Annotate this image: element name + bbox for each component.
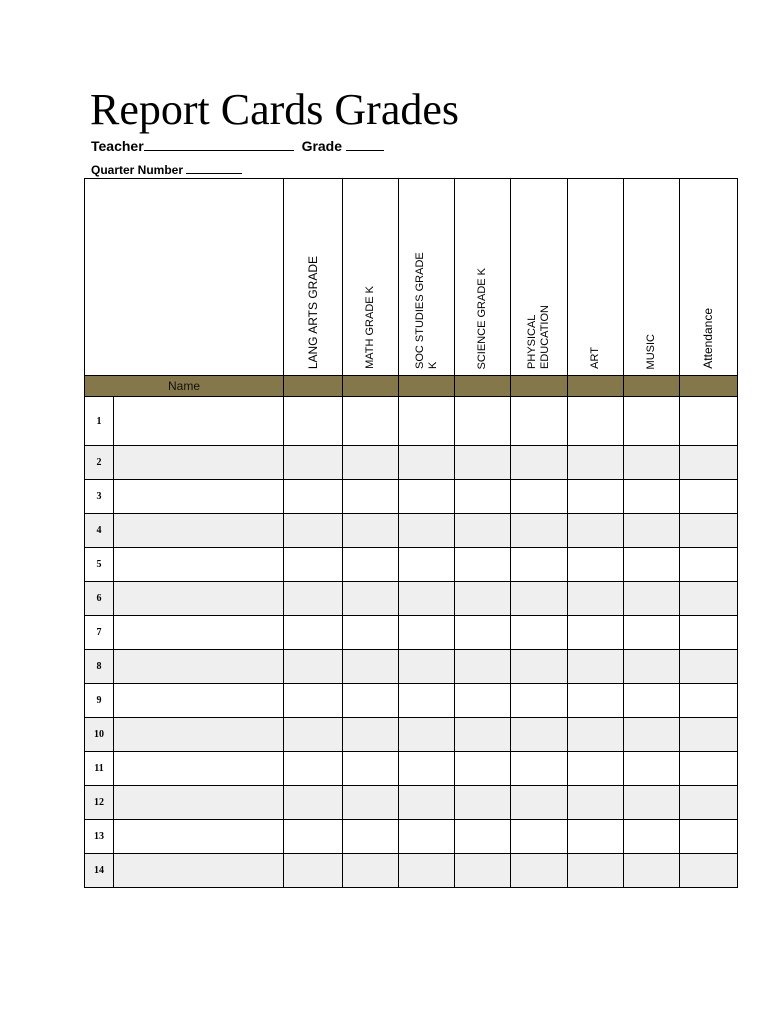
grade-cell[interactable] [455,786,511,820]
student-name-cell[interactable] [114,820,284,854]
grade-cell[interactable] [568,684,624,718]
student-name-cell[interactable] [114,786,284,820]
grade-cell[interactable] [399,397,455,446]
col-header-cell [511,179,568,376]
grade-cell[interactable] [399,616,455,650]
grade-cell[interactable] [680,582,738,616]
column-header-row [85,179,738,376]
grades-table [84,178,738,888]
grade-cell[interactable] [568,514,624,548]
quarter-label: Quarter Number [91,163,184,177]
grade-cell[interactable] [284,684,343,718]
student-name-cell[interactable] [114,446,284,480]
grade-cell[interactable] [568,616,624,650]
student-name-cell[interactable] [114,684,284,718]
name-header: Name [167,379,200,393]
grade-cell[interactable] [399,514,455,548]
grade-cell[interactable] [568,786,624,820]
row-number: 4 [85,514,114,548]
row-number: 7 [85,616,114,650]
grade-cell[interactable] [455,582,511,616]
grade-cell[interactable] [624,786,680,820]
col-music: MUSIC [645,333,657,369]
grade-cell[interactable] [455,752,511,786]
col-header-cell [455,179,511,376]
grade-cell[interactable] [399,854,455,888]
student-name-cell[interactable] [114,752,284,786]
name-header-cell [85,376,284,397]
header-blank-cell [85,179,284,376]
grade-cell[interactable] [624,514,680,548]
grade-cell[interactable] [511,684,568,718]
col-physical-education: PHYSICAL EDUCATION [526,305,551,369]
grade-cell[interactable] [680,718,738,752]
grade-cell[interactable] [680,854,738,888]
grade-cell[interactable] [624,820,680,854]
grade-cell[interactable] [455,854,511,888]
grade-cell[interactable] [455,480,511,514]
grade-cell[interactable] [680,684,738,718]
grade-cell[interactable] [624,718,680,752]
grade-label: Grade [301,138,343,154]
table-row [85,684,738,718]
grade-cell[interactable] [568,582,624,616]
grade-cell[interactable] [343,616,399,650]
col-lang-arts: LANG ARTS GRADE [305,255,320,369]
grade-cell[interactable] [343,548,399,582]
grade-cell[interactable] [284,548,343,582]
grade-cell[interactable] [399,752,455,786]
grade-cell[interactable] [568,820,624,854]
table-row [85,820,738,854]
row-number: 12 [85,786,114,820]
grade-cell[interactable] [284,480,343,514]
grade-cell[interactable] [680,650,738,684]
row-number: 6 [85,582,114,616]
grade-cell[interactable] [399,446,455,480]
col-attendance: Attendance [701,308,715,369]
table-row [85,786,738,820]
grade-cell[interactable] [455,616,511,650]
grade-cell[interactable] [284,718,343,752]
grade-cell[interactable] [511,480,568,514]
grade-cell[interactable] [455,820,511,854]
row-number: 11 [85,752,114,786]
grade-cell[interactable] [343,446,399,480]
row-number: 2 [85,446,114,480]
grade-cell[interactable] [511,446,568,480]
grade-cell[interactable] [511,548,568,582]
grade-cell[interactable] [568,397,624,446]
table-row [85,718,738,752]
grade-cell[interactable] [455,650,511,684]
grade-cell[interactable] [343,397,399,446]
row-number: 5 [85,548,114,582]
grade-cell[interactable] [343,684,399,718]
grade-cell[interactable] [680,616,738,650]
student-name-cell[interactable] [114,514,284,548]
grade-cell[interactable] [568,752,624,786]
grade-cell[interactable] [680,820,738,854]
col-science: SCIENCE GRADE K [476,267,488,369]
grade-cell[interactable] [511,514,568,548]
grade-cell[interactable] [624,854,680,888]
table-row [85,854,738,888]
row-number: 10 [85,718,114,752]
table-row [85,752,738,786]
grade-cell[interactable] [399,480,455,514]
grade-cell[interactable] [284,616,343,650]
grade-cell[interactable] [680,752,738,786]
grade-cell[interactable] [624,650,680,684]
col-art: ART [589,347,601,369]
grade-cell[interactable] [680,548,738,582]
col-soc-studies: SOC STUDIES GRADE K [413,252,439,369]
grade-cell[interactable] [455,397,511,446]
name-header-row [85,376,738,397]
grade-cell[interactable] [511,718,568,752]
row-number: 13 [85,820,114,854]
quarter-blank[interactable] [186,161,242,174]
student-name-cell[interactable] [114,480,284,514]
grade-cell[interactable] [680,446,738,480]
grade-cell[interactable] [399,684,455,718]
grade-cell[interactable] [284,514,343,548]
col-header-cell [624,179,680,376]
col-header-cell [284,179,343,376]
grade-cell[interactable] [568,548,624,582]
grade-cell[interactable] [399,582,455,616]
student-name-cell[interactable] [114,582,284,616]
student-name-cell[interactable] [114,397,284,446]
grade-cell[interactable] [343,480,399,514]
table-row [85,650,738,684]
grade-cell[interactable] [624,397,680,446]
grade-cell[interactable] [624,752,680,786]
grade-cell[interactable] [399,548,455,582]
grade-cell[interactable] [568,718,624,752]
grade-cell[interactable] [568,854,624,888]
col-header-cell [680,179,738,376]
row-number: 3 [85,480,114,514]
col-math: MATH GRADE K [364,286,376,369]
grade-cell[interactable] [343,786,399,820]
grade-cell[interactable] [284,582,343,616]
row-number: 8 [85,650,114,684]
teacher-label: Teacher [91,138,144,154]
student-name-cell[interactable] [114,650,284,684]
teacher-grade-line [91,138,384,154]
grade-cell[interactable] [455,514,511,548]
grade-cell[interactable] [343,514,399,548]
row-number: 9 [85,684,114,718]
table-row [85,480,738,514]
grade-cell[interactable] [399,820,455,854]
grade-cell[interactable] [284,752,343,786]
grade-cell[interactable] [399,718,455,752]
grade-cell[interactable] [399,650,455,684]
quarter-line [91,161,242,177]
grade-cell[interactable] [624,616,680,650]
row-number: 14 [85,854,114,888]
grade-blank[interactable] [346,138,384,151]
grade-cell[interactable] [284,650,343,684]
student-name-cell[interactable] [114,548,284,582]
grade-cell[interactable] [680,786,738,820]
grade-cell[interactable] [455,718,511,752]
grade-cell[interactable] [511,650,568,684]
grade-cell[interactable] [624,446,680,480]
grade-cell[interactable] [343,820,399,854]
grade-cell[interactable] [455,446,511,480]
grade-cell[interactable] [343,582,399,616]
grade-cell[interactable] [284,786,343,820]
grade-cell[interactable] [568,480,624,514]
table-row [85,548,738,582]
grade-cell[interactable] [284,820,343,854]
grade-cell[interactable] [343,718,399,752]
page-title: Report Cards Grades [90,85,460,134]
grade-cell[interactable] [511,397,568,446]
table-row [85,397,738,446]
col-header-cell [399,179,455,376]
table-row [85,446,738,480]
grade-cell[interactable] [343,854,399,888]
grade-cell[interactable] [511,854,568,888]
table-row [85,616,738,650]
table-row [85,514,738,548]
grade-cell[interactable] [624,480,680,514]
grade-cell[interactable] [511,820,568,854]
grade-cell[interactable] [511,752,568,786]
grade-cell[interactable] [511,616,568,650]
grade-cell[interactable] [343,752,399,786]
grade-cell[interactable] [680,480,738,514]
col-header-cell [343,179,399,376]
teacher-blank[interactable] [144,138,294,151]
student-name-cell[interactable] [114,718,284,752]
grade-cell[interactable] [568,650,624,684]
grade-cell[interactable] [624,582,680,616]
grade-cell[interactable] [511,582,568,616]
grade-cell[interactable] [455,548,511,582]
student-rows [85,397,738,888]
student-name-cell[interactable] [114,616,284,650]
grade-cell[interactable] [284,854,343,888]
grade-cell[interactable] [511,786,568,820]
grade-cell[interactable] [284,446,343,480]
row-number: 1 [85,397,114,446]
grade-cell[interactable] [680,514,738,548]
grade-cell[interactable] [624,548,680,582]
grade-cell[interactable] [455,684,511,718]
col-header-cell [568,179,624,376]
grade-cell[interactable] [680,397,738,446]
grade-cell[interactable] [343,650,399,684]
student-name-cell[interactable] [114,854,284,888]
grade-cell[interactable] [399,786,455,820]
table-row [85,582,738,616]
grade-cell[interactable] [568,446,624,480]
grade-cell[interactable] [624,684,680,718]
grade-cell[interactable] [284,397,343,446]
